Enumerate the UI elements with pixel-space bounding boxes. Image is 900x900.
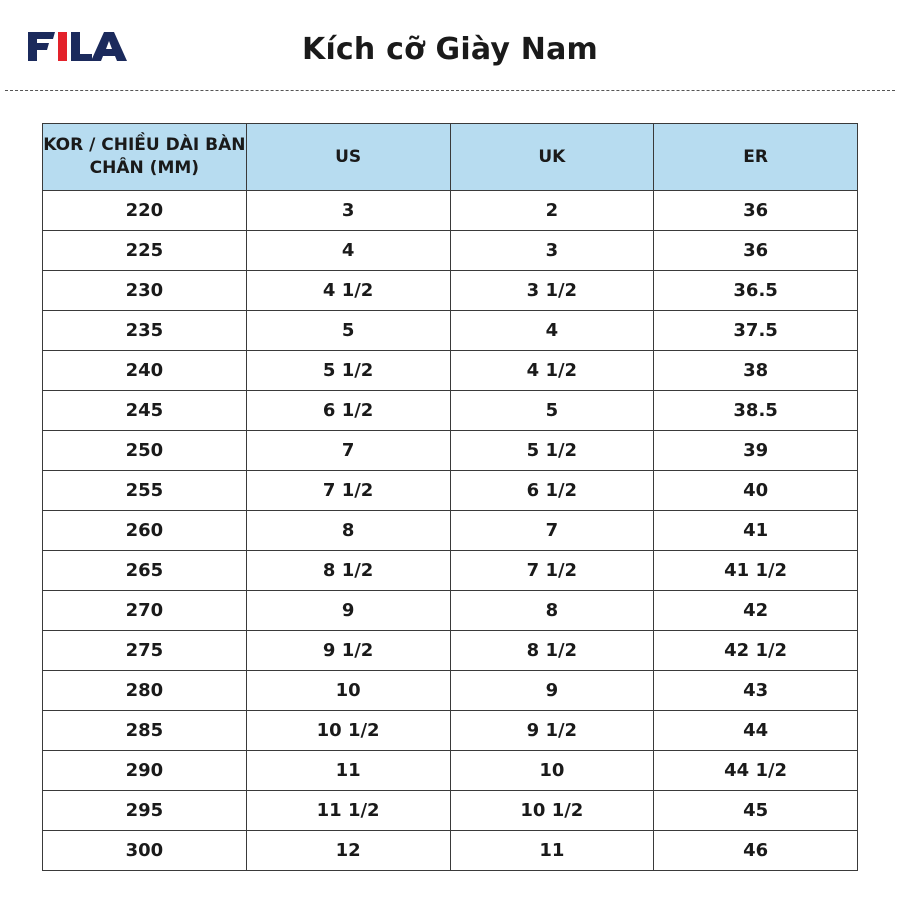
cell-uk: 3 1/2 bbox=[450, 271, 654, 311]
header-us: US bbox=[246, 124, 450, 191]
table-header bbox=[43, 124, 858, 191]
cell-us: 5 bbox=[246, 311, 450, 351]
cell-us: 7 1/2 bbox=[246, 471, 450, 511]
cell-er: 44 bbox=[654, 711, 858, 751]
cell-kor: 245 bbox=[43, 391, 247, 431]
cell-us: 9 bbox=[246, 591, 450, 631]
cell-er: 36.5 bbox=[654, 271, 858, 311]
table-row bbox=[43, 711, 858, 751]
table-row bbox=[43, 231, 858, 271]
table-row bbox=[43, 511, 858, 551]
cell-uk: 6 1/2 bbox=[450, 471, 654, 511]
table-body bbox=[43, 191, 858, 871]
cell-uk: 8 1/2 bbox=[450, 631, 654, 671]
cell-us: 8 1/2 bbox=[246, 551, 450, 591]
header-kor: KOR / CHIỀU DÀI BÀN CHÂN (MM) bbox=[43, 124, 247, 191]
table-row bbox=[43, 271, 858, 311]
cell-uk: 7 bbox=[450, 511, 654, 551]
table-row bbox=[43, 191, 858, 231]
cell-er: 42 1/2 bbox=[654, 631, 858, 671]
cell-kor: 230 bbox=[43, 271, 247, 311]
cell-kor: 265 bbox=[43, 551, 247, 591]
cell-us: 10 bbox=[246, 671, 450, 711]
cell-uk: 9 1/2 bbox=[450, 711, 654, 751]
cell-kor: 290 bbox=[43, 751, 247, 791]
cell-er: 41 bbox=[654, 511, 858, 551]
cell-er: 37.5 bbox=[654, 311, 858, 351]
cell-kor: 300 bbox=[43, 831, 247, 871]
cell-us: 3 bbox=[246, 191, 450, 231]
cell-us: 10 1/2 bbox=[246, 711, 450, 751]
cell-us: 4 1/2 bbox=[246, 271, 450, 311]
cell-us: 9 1/2 bbox=[246, 631, 450, 671]
cell-us: 4 bbox=[246, 231, 450, 271]
table-row bbox=[43, 751, 858, 791]
cell-uk: 3 bbox=[450, 231, 654, 271]
cell-er: 46 bbox=[654, 831, 858, 871]
table-row bbox=[43, 471, 858, 511]
cell-kor: 225 bbox=[43, 231, 247, 271]
cell-kor: 260 bbox=[43, 511, 247, 551]
cell-us: 11 bbox=[246, 751, 450, 791]
cell-us: 11 1/2 bbox=[246, 791, 450, 831]
cell-kor: 280 bbox=[43, 671, 247, 711]
header-er: ER bbox=[654, 124, 858, 191]
cell-kor: 295 bbox=[43, 791, 247, 831]
cell-er: 39 bbox=[654, 431, 858, 471]
dashed-divider bbox=[5, 90, 895, 91]
cell-uk: 7 1/2 bbox=[450, 551, 654, 591]
table-row bbox=[43, 311, 858, 351]
cell-uk: 5 bbox=[450, 391, 654, 431]
table-row bbox=[43, 831, 858, 871]
cell-us: 5 1/2 bbox=[246, 351, 450, 391]
size-chart-table bbox=[42, 123, 858, 871]
cell-kor: 285 bbox=[43, 711, 247, 751]
cell-kor: 240 bbox=[43, 351, 247, 391]
cell-er: 43 bbox=[654, 671, 858, 711]
cell-er: 38.5 bbox=[654, 391, 858, 431]
table-row bbox=[43, 631, 858, 671]
cell-kor: 235 bbox=[43, 311, 247, 351]
cell-kor: 250 bbox=[43, 431, 247, 471]
cell-er: 36 bbox=[654, 231, 858, 271]
cell-uk: 9 bbox=[450, 671, 654, 711]
cell-uk: 11 bbox=[450, 831, 654, 871]
page-title: Kích cỡ Giày Nam bbox=[302, 32, 598, 67]
cell-er: 36 bbox=[654, 191, 858, 231]
cell-us: 6 1/2 bbox=[246, 391, 450, 431]
cell-er: 45 bbox=[654, 791, 858, 831]
header-row bbox=[43, 124, 858, 191]
table-row bbox=[43, 351, 858, 391]
cell-er: 41 1/2 bbox=[654, 551, 858, 591]
header-uk: UK bbox=[450, 124, 654, 191]
cell-uk: 2 bbox=[450, 191, 654, 231]
cell-uk: 10 1/2 bbox=[450, 791, 654, 831]
cell-uk: 8 bbox=[450, 591, 654, 631]
cell-uk: 4 bbox=[450, 311, 654, 351]
cell-uk: 4 1/2 bbox=[450, 351, 654, 391]
cell-uk: 10 bbox=[450, 751, 654, 791]
cell-er: 40 bbox=[654, 471, 858, 511]
cell-kor: 275 bbox=[43, 631, 247, 671]
cell-kor: 255 bbox=[43, 471, 247, 511]
cell-kor: 220 bbox=[43, 191, 247, 231]
cell-er: 44 1/2 bbox=[654, 751, 858, 791]
cell-us: 8 bbox=[246, 511, 450, 551]
table-row bbox=[43, 431, 858, 471]
cell-kor: 270 bbox=[43, 591, 247, 631]
table-row bbox=[43, 591, 858, 631]
cell-er: 42 bbox=[654, 591, 858, 631]
table-row bbox=[43, 391, 858, 431]
cell-us: 12 bbox=[246, 831, 450, 871]
cell-er: 38 bbox=[654, 351, 858, 391]
cell-us: 7 bbox=[246, 431, 450, 471]
table-row bbox=[43, 791, 858, 831]
cell-uk: 5 1/2 bbox=[450, 431, 654, 471]
table-row bbox=[43, 551, 858, 591]
table-row bbox=[43, 671, 858, 711]
